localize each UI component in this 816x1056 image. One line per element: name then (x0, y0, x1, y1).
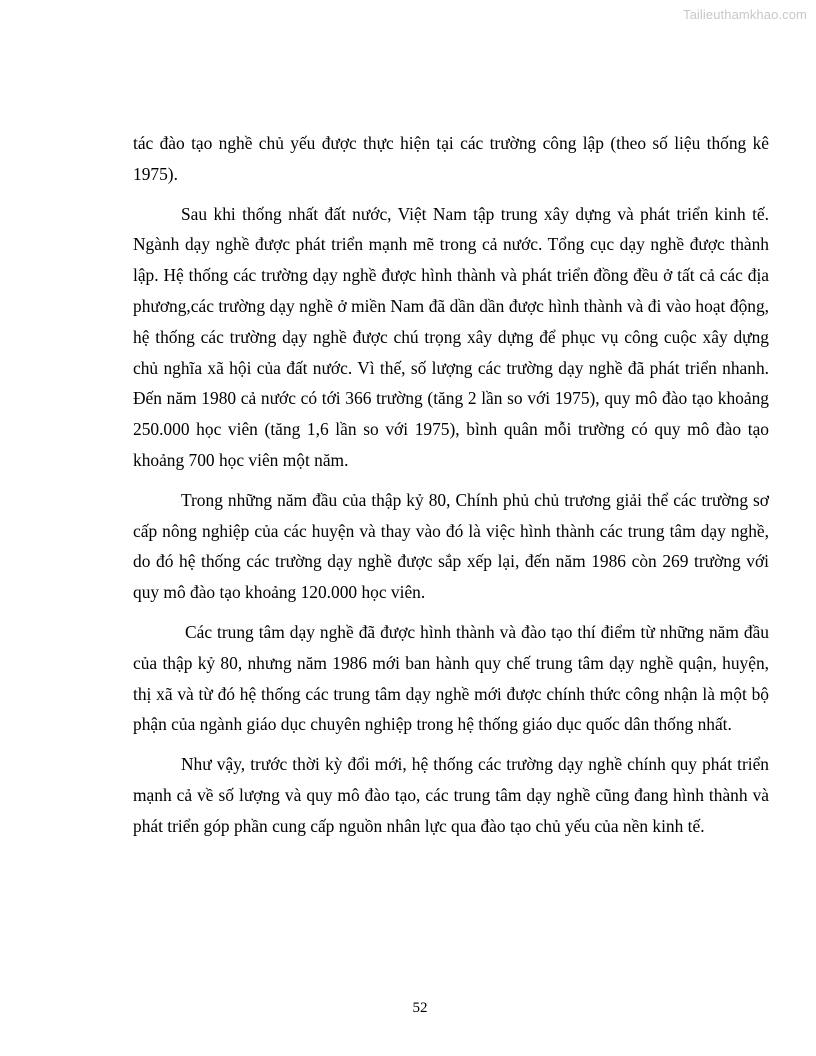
paragraph-summary: Như vậy, trước thời kỳ đổi mới, hệ thống các trường dạy nghề chính quy phát triển mạnh cả về số lượng và quy mô đào tạo, các trung tâm dạy nghề cũng đang hình thành và phát triển góp phần cung cấp nguồn nhân lực qua đào tạo chủ yếu của nền kinh tế. (133, 754, 769, 836)
paragraph-continuation: tác đào tạo nghề chủ yếu được thực hiện tại các trường công lập (theo số liệu thống kê 1975). (133, 133, 769, 184)
paragraph-vocational-centers: Các trung tâm dạy nghề đã được hình thành và đào tạo thí điểm từ những năm đầu của thập kỷ 80, nhưng năm 1986 mới ban hành quy chế trung tâm dạy nghề quận, huyện, thị xã và từ đó hệ thống các trung tâm dạy nghề mới được chính thức công nhận là một bộ phận của ngành giáo dục chuyên nghiệp trong hệ thống giáo dục quốc dân thống nhất. (133, 621, 769, 735)
watermark-text: Tailieuthamkhao.com (682, 7, 807, 22)
paragraph-early-80s: Trong những năm đầu của thập kỷ 80, Chính phủ chủ trương giải thể các trường sơ cấp nông nghiệp của các huyện và thay vào đó là việc hình thành các trung tâm dạy nghề, do đó hệ thống các trường dạy nghề được sắp xếp lại, đến năm 1986 còn 269 trường với quy mô đào tạo khoảng 120.000 học viên. (133, 489, 769, 603)
page-number: 52 (412, 1000, 428, 1016)
paragraph-post-reunification: Sau khi thống nhất đất nước, Việt Nam tập trung xây dựng và phát triển kinh tế. Ngành dạy nghề được phát triển mạnh mẽ trong cả nước. Tổng cục dạy nghề được thành lập. Hệ thống các trường dạy nghề được hình thành và phát triển đồng đều ở tất cả các địa phương,các trường dạy nghề ở miền Nam đã dần dần được hình thành và đi vào hoạt động, hệ thống các trường dạy nghề được chú trọng xây dựng để phục vụ công cuộc xây dựng chủ nghĩa xã hội của đất nước. Vì thế, số lượng các trường dạy nghề đã phát triển nhanh. Đến năm 1980 cả nước có tới 366 trường (tăng 2 lần so với 1975), quy mô đào tạo khoảng 250.000 học viên (tăng 1,6 lần so với 1975), bình quân mỗi trường có quy mô đào tạo khoảng 700 học viên một năm. (133, 203, 769, 470)
document-body (133, 128, 769, 851)
